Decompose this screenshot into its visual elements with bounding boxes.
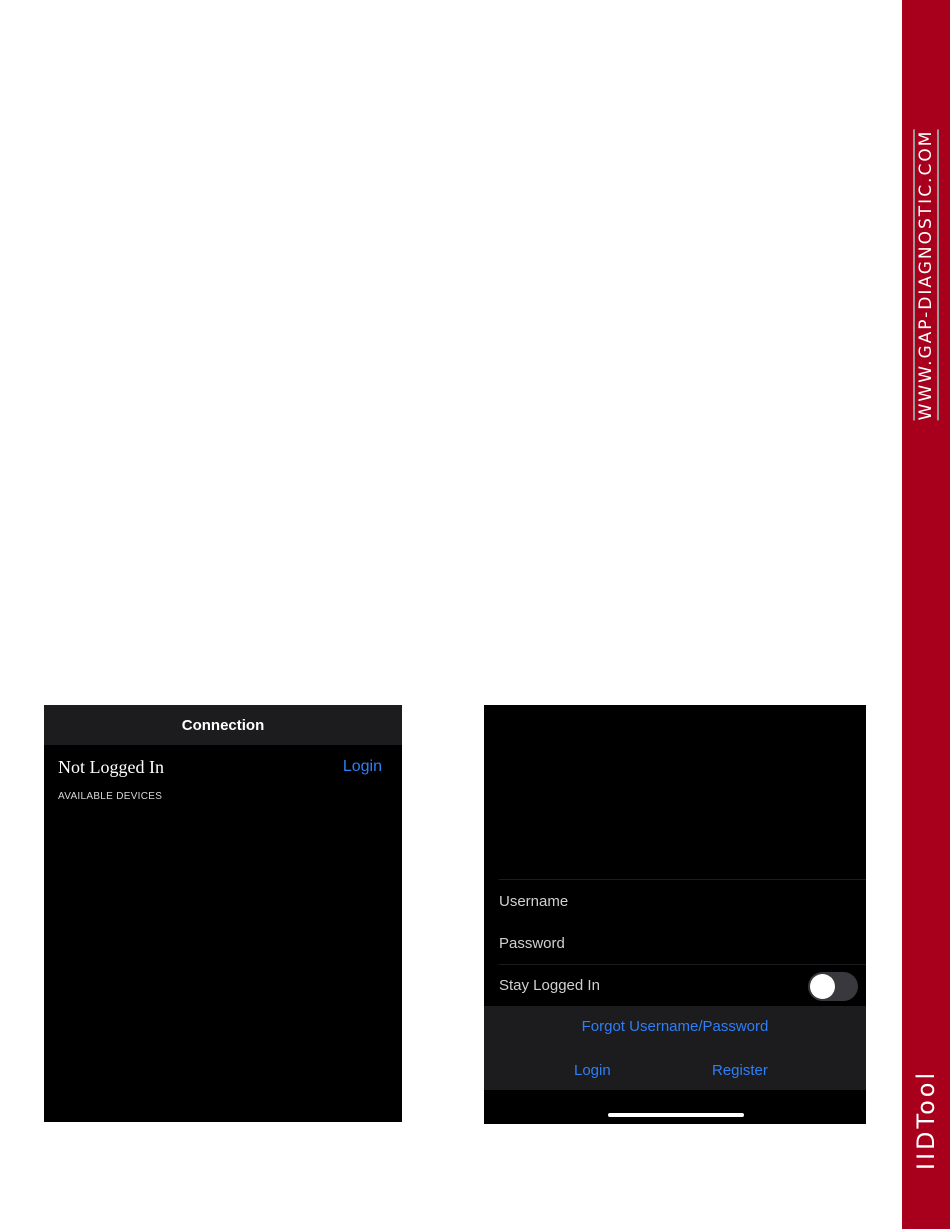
stay-logged-in-row xyxy=(484,964,866,1006)
username-placeholder: Username xyxy=(499,892,569,910)
login-status: Not Logged In xyxy=(58,756,164,777)
login-actions-panel xyxy=(484,1006,866,1090)
login-screen xyxy=(484,705,866,1124)
toggle-knob xyxy=(810,974,835,999)
login-button[interactable]: Login xyxy=(574,1062,611,1079)
website-url-text: WWW.GAP-DIAGNOSTIC.COM xyxy=(916,129,936,421)
forgot-credentials-link[interactable]: Forgot Username/Password xyxy=(581,1018,769,1035)
password-field[interactable] xyxy=(484,922,866,964)
connection-screen xyxy=(44,705,402,1122)
username-field[interactable] xyxy=(484,880,866,922)
section-header-devices: AVAILABLE DEVICES xyxy=(58,791,163,802)
stay-logged-in-label: Stay Logged In xyxy=(499,976,600,994)
nav-bar xyxy=(44,705,402,745)
url-underline xyxy=(937,130,939,421)
brand-name: IIDTool xyxy=(912,1069,940,1171)
url-overline xyxy=(913,130,915,421)
stay-logged-in-toggle[interactable] xyxy=(808,972,858,1001)
register-button[interactable]: Register xyxy=(712,1062,768,1079)
login-status-row xyxy=(44,745,402,789)
website-url xyxy=(916,130,936,421)
password-placeholder: Password xyxy=(499,934,565,952)
home-indicator[interactable] xyxy=(608,1113,744,1117)
nav-title: Connection xyxy=(181,716,265,734)
login-link[interactable]: Login xyxy=(342,758,382,775)
